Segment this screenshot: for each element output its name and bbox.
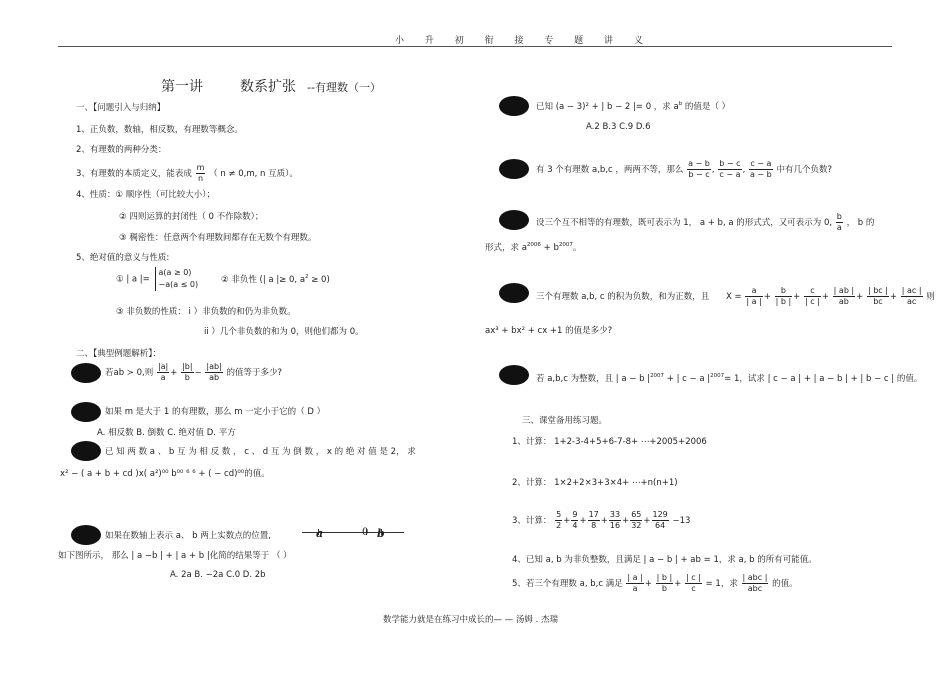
lecture-subtitle: --有理数（一） [307, 81, 381, 94]
nonneg-property-1: ③ 非负数的性质： i ）非负数的和仍为非负数。 [116, 307, 296, 317]
example-5-options: A.2 B.3 C.9 D.6 [586, 122, 651, 132]
example-2: 如果 m 是大于 1 的有理数，那么 m 一定小于它的（ D ） [105, 407, 326, 417]
example-9: 若 a,b,c 为整数，且 | a − b $|^{2007}$ + | c − a $|^{2007}= 1$，试求 | c − a | + | a − b | + | b − c | 的值。 [536, 373, 923, 384]
example-2-marker [71, 402, 101, 422]
piecewise-brace: a(a ≥ 0) −a(a ≤ 0) [155, 267, 199, 291]
example-1-marker [71, 363, 101, 383]
example-5-marker [499, 96, 529, 116]
practice-3-fraction: $\frac{33}{16}$ [609, 510, 621, 530]
item-3: 3、有理数的本质定义，能表成 $\frac{m}{n}$ （ n ≠ 0,m, n 互质）。 [76, 163, 298, 183]
example-1: 若ab ≻ 0,则 $\frac{|a|}{a}$ + $\frac{|b|}{b}$ − $\frac{|ab|}{ab}$ 的值等于多少? [105, 362, 282, 382]
section-1-heading: 一、【问题引入与归纳】 [76, 103, 166, 113]
example-3-expression: x² − ( a + b + cd )x( a²)⁰⁰ b⁰⁰ ⁶ ⁶ + ( − cd)⁰⁰的值。 [60, 469, 270, 479]
example-2-options: A. 相反数 B. 倒数 C. 绝对值 D. 平方 [97, 428, 236, 438]
practice-3-fractions: $\frac{5}{2}$ + $\frac{9}{4}$ + $\frac{17}{8}$ + $\frac{33}{16}$ + $\frac{65}{32}$ + $\frac{129}{64}$ [556, 510, 668, 530]
item-5: 5、绝对值的意义与性质: [76, 253, 170, 263]
example-4-options: A. 2a B. −2a C.0 D. 2b [170, 570, 266, 580]
item-2: 2、有理数的两种分类： [76, 145, 167, 155]
example-8-continued: ax³ + bx² + cx +1 的值是多少? [485, 326, 613, 336]
practice-3: 3、计算： $\frac{5}{2}$ + $\frac{9}{4}$ + $\frac{17}{8}$ + $\frac{33}{16}$ + $\frac{65}{32}$ + $\frac{129}{64}$ −13 [512, 510, 691, 530]
example-6-marker [499, 159, 529, 179]
example-7-continued: 形式，求 $a^{2006} + b^{2007}$。 [485, 242, 582, 253]
item-4: 4、性质：① 顺序性（可比较大小）； [76, 190, 215, 200]
example-8-marker [499, 283, 529, 303]
example-4-marker [71, 525, 101, 545]
practice-3-fraction: $\frac{129}{64}$ [652, 510, 668, 530]
nonneg-property-2: ii ）几个非负数的和为 0，则他们都为 0。 [204, 327, 364, 337]
axis-label-a: a [316, 527, 324, 540]
practice-3-fraction: $\frac{9}{4}$ [572, 510, 578, 530]
practice-4: 4、已知 a, b 为非负整数，且满足 | a − b | + ab = 1，求 a, b 的所有可能值。 [512, 555, 817, 565]
header-rule [58, 46, 892, 47]
axis-label-zero: 0 [362, 527, 369, 538]
practice-1: 1、计算： 1+2-3-4+5+6-7-8+ ⋯+2005+2006 [512, 437, 707, 447]
practice-3-fraction: $\frac{17}{8}$ [588, 510, 599, 530]
practice-5: 5、若三个有理数 a, b,c 满足 $\frac{| a |}{a}$ + $\frac{| b |}{b}$ + $\frac{| c |}{c}$ = 1，求 $\frac{\text{| abc |}}{\text{abc}}$ 的值。 [512, 573, 798, 593]
example-4: 如果在数轴上表示 a、 b 两上实数点的位置, [105, 531, 271, 541]
practice-3-fraction: $\frac{5}{2}$ [556, 510, 562, 530]
example-6: 有 3 个有理数 a,b,c ，两两不等，那么 $\frac{a - b}{b - c}$ , $\frac{b - c}{c - a}$ , $\frac{c - a}{a - b}$ 中有几个负数? [536, 159, 832, 179]
page-footer: 数学能力就是在练习中成长的— — 汤姆 . 杰瑞 [383, 615, 559, 625]
example-8: 三个有理数 a,b, c 的积为负数，和为正数，且 X = $\frac{a}{| a |}$ + $\frac{b}{| b |}$ + $\frac{c}{| c |}$ + $\frac{| ab |}{ab}$ + $\frac{| bc |}{bc}$ + $\frac{| ac |}{ac}$ 则 [536, 286, 935, 306]
item-4-3: ③ 稠密性：任意两个有理数间都存在无数个有理数。 [119, 233, 317, 243]
example-5: 已知 (a − 3)² + | b − 2 |= 0 ，求 $a^b$ 的值是（ ） [536, 101, 731, 112]
section-2-heading: 二、【典型例题解析】： [76, 349, 162, 359]
example-3: 已 知 两 数 a 、 b 互 为 相 反 数 ， c 、 d 互 为 倒 数 ， x 的 绝 对 值 是 2， 求 [105, 447, 416, 457]
axis-label-b: b [377, 527, 385, 540]
lecture-title: 数系扩张 [240, 79, 296, 95]
item-1: 1、正负数，数轴，相反数，有理数等概念。 [76, 125, 243, 135]
practice-3-fraction: $\frac{65}{32}$ [631, 510, 642, 530]
example-3-marker [71, 441, 101, 461]
item-4-2: ② 四则运算的封闭性（ 0 不作除数）； [119, 212, 264, 222]
practice-2: 2、计算： 1×2+2×3+3×4+ ⋯+n(n+1) [512, 478, 678, 488]
abs-definition: ① | a |= a(a ≥ 0) −a(a ≤ 0) [116, 268, 199, 289]
section-3-heading: 三、课堂备用练习题。 [522, 416, 608, 426]
fraction-m-n: $\frac{m}{n}$ [196, 163, 205, 183]
page-header: 小 升 初 衔 接 专 题 讲 义 [395, 36, 652, 46]
example-9-marker [499, 365, 529, 385]
lecture-number: 第一讲 [161, 79, 203, 95]
example-4-question: 如下图所示， 那么 | a −b | + | a + b |化简的结果等于 （ ） [58, 551, 292, 561]
non-negativity: ② 非负性 (| a |≥ 0, $a^2 \ge 0$) [221, 274, 330, 285]
example-7-marker [499, 210, 529, 230]
example-7: 设三个互不相等的有理数，既可表示为 1， a + b, a 的形式式，又可表示为 0, $\frac{b}{a}$ ， b 的 [536, 212, 875, 232]
